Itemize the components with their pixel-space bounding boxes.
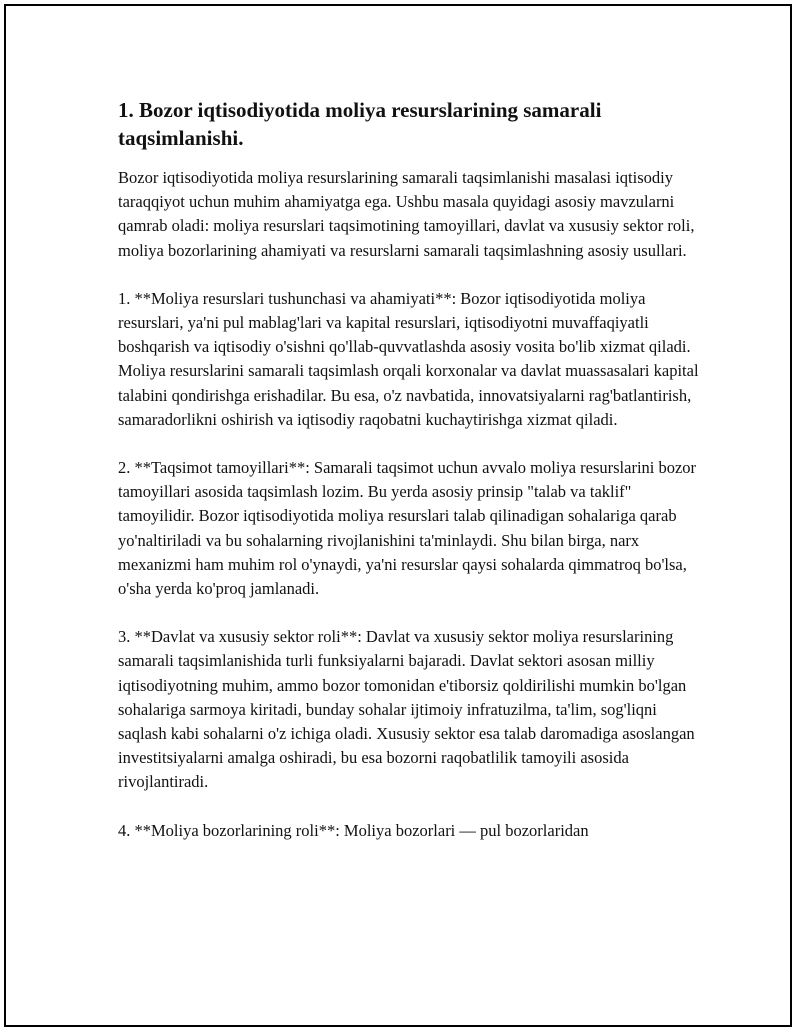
intro-paragraph: Bozor iqtisodiyotida moliya resurslarining samarali taqsimlanishi masalasi iqtisodiy taraqqiyot uchun muhim ahamiyatga ega. Ushbu masala quyidagi asosiy mavzularni qamrab oladi: moliya resurslari taqsimotining tamoyillari, davlat va xususiy sektor roli, moliya bozorlarining ahamiyati va resurslarni samarali taqsimlashning asosiy usullari. [118, 168, 695, 260]
paragraph-financial-markets: 4. **Moliya bozorlarining roli**: Moliya bozorlari — pul bozorlaridan [118, 820, 589, 840]
document-page [4, 4, 792, 1027]
paragraph-distribution-principles: 2. **Taqsimot tamoyillari**: Samarali taqsimot uchun avvalo moliya resurslarini bozor tamoyillari asosida taqsimlash lozim. Bu yerda asosiy prinsip "talab va taklif" tamoyilidir. Bozor iqtisodiyotida moliya resurslari talab qilinadigan sohalariga qarab yo'naltiriladi va bu sohalarning rivojlanishini ta'minlaydi. Shu bilan birga, narx mexanizmi ham muhim rol o'ynaydi, ya'ni resurslar qaysi sohalarda qimmatroq bo'lsa, o'sha yerda ko'proq jamlanadi. [118, 458, 697, 599]
paragraph-state-private-sector: 3. **Davlat va xususiy sektor roli**: Davlat va xususiy sektor moliya resurslarining samarali taqsimlanishida turli funksiyalarni bajaradi. Davlat sektori asosan milliy iqtisodiyotning muhim, ammo bozor tomonidan e'tiborsiz qoldirilishi mumkin bo'lgan sohalariga sarmoya kiritadi, bunday sohalar ijtimoiy infratuzilma, ta'lim, sog'liqni saqlash kabi sohalarni o'z ichiga oladi. Xususiy sektor esa talab daromadiga asoslangan investitsiyalarni amalga oshiradi, bu esa bozorni raqobatlilik tamoyili asosida rivojlantiradi. [118, 627, 695, 792]
section-heading: 1. Bozor iqtisodiyotida moliya resurslarining samarali taqsimlanishi. [118, 98, 602, 150]
paragraph-financial-resources: 1. **Moliya resurslari tushunchasi va ahamiyati**: Bozor iqtisodiyotida moliya resurslari, ya'ni pul mablag'lari va kapital resurslari, iqtisodiyotni muvaffaqiyatli boshqarish va iqtisodiy o'sishni qo'llab-quvvatlashda asosiy vosita bo'lib xizmat qiladi. Moliya resurslarini samarali taqsimlash orqali korxonalar va davlat muassasalari kapital talabini qondirishga erishadilar. Bu esa, o'z navbatida, innovatsiyalarni rag'batlantirish, samaradorlikni oshirish va iqtisodiy raqobatni kuchaytirishga xizmat qiladi. [118, 288, 699, 429]
document-content [118, 96, 708, 867]
